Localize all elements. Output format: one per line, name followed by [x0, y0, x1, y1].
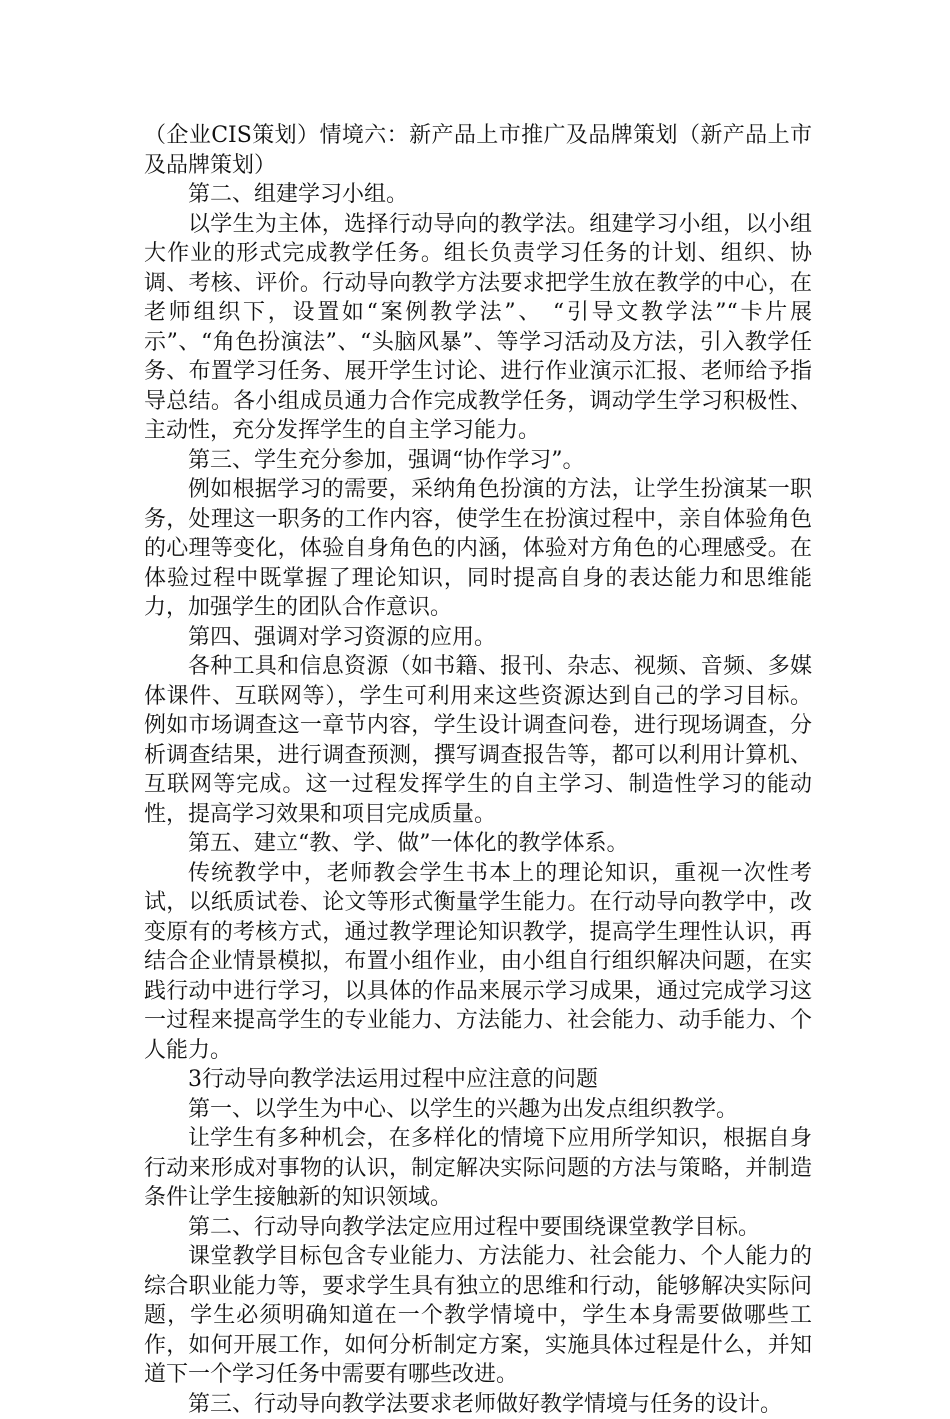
section-heading-3: 第三、学生充分参加，强调“协作学习”。 [144, 446, 812, 476]
section-heading-2: 第二、组建学习小组。 [144, 180, 812, 210]
paragraph: 课堂教学目标包含专业能力、方法能力、社会能力、个人能力的综合职业能力等，要求学生具有独立的思维和行动，能够解决实际问题，学生必须明确知道在一个教学情境中，学生本身需要做哪些工作，如何开展工作，如何分析制定方案，实施具体过程是什么，并知道下一个学习任务中需要有哪些改进。 [144, 1242, 812, 1390]
paragraph: 以学生为主体，选择行动导向的教学法。组建学习小组，以小组大作业的形式完成教学任务。组长负责学习任务的计划、组织、协调、考核、评价。行动导向教学方法要求把学生放在教学的中心，在老师组织下，设置如“案例教学法”、 “引导文教学法”“卡片展示”、“角色扮演法”、“头脑风暴”、等学习活动及方法，引入教学任务、布置学习任务、展开学生讨论、进行作业演示汇报、老师给予指导总结。各小组成员通力合作完成教学任务，调动学生学习积极性、主动性，充分发挥学生的自主学习能力。 [144, 210, 812, 446]
subsection-heading-3: 第三、行动导向教学法要求老师做好教学情境与任务的设计。 [144, 1390, 812, 1419]
subsection-heading-1: 第一、以学生为中心、以学生的兴趣为出发点组织教学。 [144, 1095, 812, 1125]
paragraph: 各种工具和信息资源（如书籍、报刊、杂志、视频、音频、多媒体课件、互联网等），学生可利用来这些资源达到自己的学习目标。 例如市场调查这一章节内容，学生设计调查问卷，进行现场调查，分析调查结果，进行调查预测，撰写调查报告等，都可以利用计算机、互联网等完成。这一过程发挥学生的自主学习、制造性学习的能动性，提高学习效果和项目完成质量。 [144, 652, 812, 829]
section-heading-4: 第四、强调对学习资源的应用。 [144, 623, 812, 653]
paragraph: 例如根据学习的需要，采纳角色扮演的方法，让学生扮演某一职务，处理这一职务的工作内容，使学生在扮演过程中，亲自体验角色的心理等变化，体验自身角色的内涵，体验对方角色的心理感受。在体验过程中既掌握了理论知识，同时提高自身的表达能力和思维能力，加强学生的团队合作意识。 [144, 475, 812, 623]
section-heading-5: 第五、建立“教、学、做”一体化的教学体系。 [144, 829, 812, 859]
subsection-heading-2: 第二、行动导向教学法定应用过程中要围绕课堂教学目标。 [144, 1213, 812, 1243]
paragraph-continuation: （企业CIS策划）情境六：新产品上市推广及品牌策划（新产品上市及品牌策划） [144, 121, 812, 180]
document-body [144, 121, 812, 1419]
paragraph: 传统教学中，老师教会学生书本上的理论知识，重视一次性考试，以纸质试卷、论文等形式衡量学生能力。在行动导向教学中，改变原有的考核方式，通过教学理论知识教学，提高学生理性认识，再结合企业情景模拟，布置小组作业，由小组自行组织解决问题，在实践行动中进行学习，以具体的作品来展示学习成果，通过完成学习这一过程来提高学生的专业能力、方法能力、社会能力、动手能力、个人能力。 [144, 859, 812, 1066]
paragraph: 让学生有多种机会，在多样化的情境下应用所学知识，根据自身行动来形成对事物的认识，制定解决实际问题的方法与策略，并制造条件让学生接触新的知识领域。 [144, 1124, 812, 1213]
chapter-heading: 3行动导向教学法运用过程中应注意的问题 [144, 1065, 812, 1095]
